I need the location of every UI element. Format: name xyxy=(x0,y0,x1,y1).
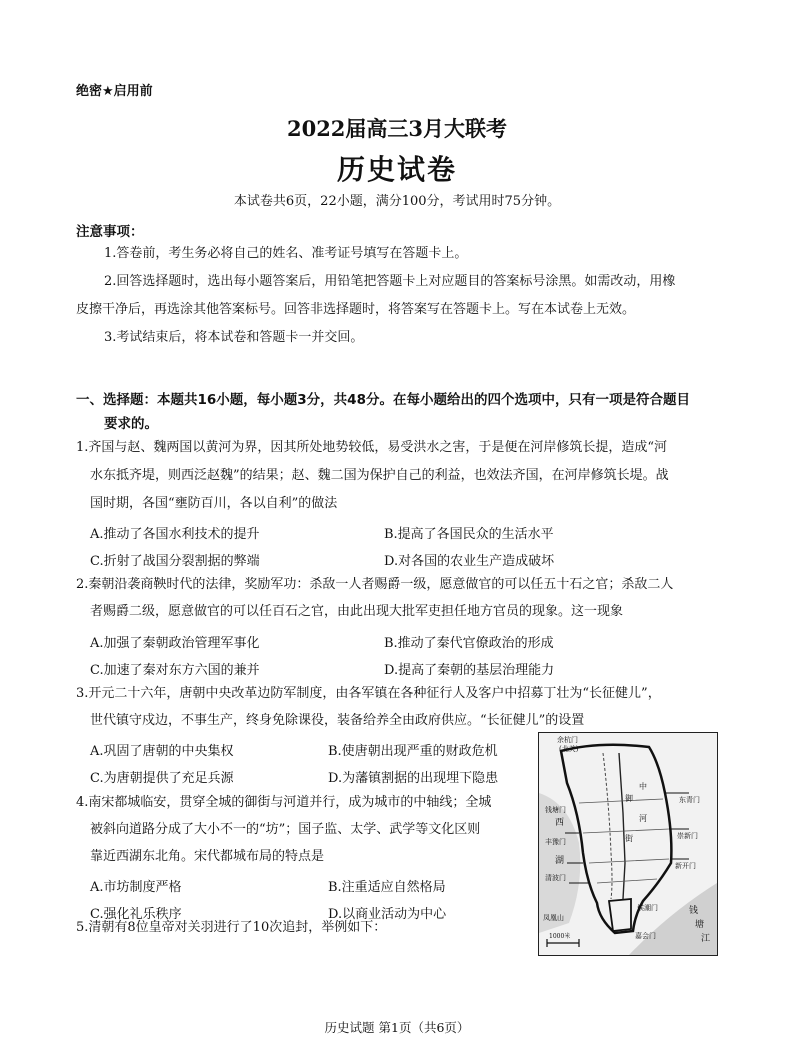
question-3-option-c[interactable]: C.为唐朝提供了充足兵源 xyxy=(90,771,234,786)
map-label: 丰豫门 xyxy=(545,838,566,846)
map-label: 新开门 xyxy=(675,862,696,870)
question-2-option-d[interactable]: D.提高了秦朝的基层治理能力 xyxy=(384,663,555,678)
map-label: 余杭门 xyxy=(557,736,578,744)
question-2-option-a[interactable]: A.加强了秦朝政治管理军事化 xyxy=(90,636,260,651)
map-label: 崇新门 xyxy=(677,832,698,840)
map-label: 钱塘门 xyxy=(545,806,566,814)
question-1-option-a[interactable]: A.推动了各国水利技术的提升 xyxy=(90,527,260,542)
question-2-option-c[interactable]: C.加速了秦对东方六国的兼并 xyxy=(90,663,260,678)
question-1-option-b[interactable]: B.提高了各国民众的生活水平 xyxy=(384,527,554,542)
map-label: 清波门 xyxy=(545,874,566,882)
notice-heading: 注意事项： xyxy=(76,224,144,240)
map-label: 西 xyxy=(555,818,565,828)
map-label: 御 xyxy=(625,794,633,803)
notice-item: 皮擦干净后，再选涂其他答案标号。回答非选择题时，将答案写在答题卡上。写在本试卷上无效。 xyxy=(76,302,636,317)
question-4-stem: 4.南宋都城临安，贯穿全城的御街与河道并行，成为城市的中轴线；全城 xyxy=(76,795,492,810)
question-1-option-c[interactable]: C.折射了战国分裂割据的弊端 xyxy=(90,554,260,569)
question-4-option-a[interactable]: A.市坊制度严格 xyxy=(90,880,182,895)
notice-item: 2.回答选择题时，选出每小题答案后，用铅笔把答题卡上对应题目的答案标号涂黑。如需改动，用橡 xyxy=(104,274,676,289)
exam-title: 2022届高三3月大联考 xyxy=(286,116,508,141)
question-1-option-d[interactable]: D.对各国的农业生产造成破坏 xyxy=(384,554,555,569)
map-label: 钱 xyxy=(689,906,699,916)
question-3-option-d[interactable]: D.为藩镇割据的出现埋下隐患 xyxy=(328,771,499,786)
map-label: 湖 xyxy=(555,856,565,866)
map-label: 东青门 xyxy=(679,796,700,804)
question-1-stem: 水东抵齐堤，则西泛赵魏”的结果；赵、魏二国为保护自己的利益，也效法齐国，在河岸修筑长堤。战 xyxy=(90,468,669,483)
map-label: 街 xyxy=(625,834,633,843)
notice-item: 3.考试结束后，将本试卷和答题卡一并交回。 xyxy=(104,330,364,345)
subject-title: 历史试卷 xyxy=(336,153,457,186)
section-heading-cont: 要求的。 xyxy=(104,416,158,432)
page-footer: 历史试题 第1页（共6页） xyxy=(324,1020,470,1035)
question-3-option-b[interactable]: B.使唐朝出现严重的财政危机 xyxy=(328,744,498,759)
map-label: 嘉会门 xyxy=(635,932,656,940)
map-label: 江 xyxy=(701,934,711,944)
question-3-stem: 世代镇守戍边，不事生产，终身免除课役，装备给养全由政府供应。“长征健儿”的设置 xyxy=(90,713,585,728)
map-label: 中 xyxy=(639,782,647,791)
map-label: 候潮门 xyxy=(637,904,658,912)
map-label: 塘 xyxy=(695,920,705,930)
question-4-option-b[interactable]: B.注重适应自然格局 xyxy=(328,880,446,895)
question-2-stem: 2.秦朝沿袭商鞅时代的法律，奖励军功：杀敌一人者赐爵一级，愿意做官的可以任五十石之官；杀敌二人 xyxy=(76,577,674,592)
map-label: 河 xyxy=(639,814,647,823)
question-5-stem: 5.清朝有8位皇帝对关羽进行了10次追封，举例如下： xyxy=(76,920,387,935)
question-1-stem: 国时期，各国“壅防百川，各以自利”的做法 xyxy=(90,496,338,511)
lin-an-city-map xyxy=(538,732,718,956)
section-heading: 一、选择题：本题共16小题，每小题3分，共48分。在每小题给出的四个选项中，只有一项是符合题目 xyxy=(76,392,690,408)
map-label: (北关) xyxy=(559,745,579,753)
question-2-option-b[interactable]: B.推动了秦代官僚政治的形成 xyxy=(384,636,554,651)
confidential-mark: 绝密★启用前 xyxy=(76,84,153,99)
notice-item: 1.答卷前，考生务必将自己的姓名、准考证号填写在答题卡上。 xyxy=(104,246,468,261)
question-3-stem: 3.开元二十六年，唐朝中央改革边防军制度，由各军镇在各种征行人及客户中招募丁壮为“长征健儿”， xyxy=(76,686,661,701)
map-label: 凤凰山 xyxy=(543,914,564,922)
map-scale-label: 1000米 xyxy=(549,933,571,940)
question-4-stem: 被斜向道路分成了大小不一的“坊”；国子监、太学、武学等文化区则 xyxy=(90,822,481,837)
question-4-option-d[interactable]: D.以商业活动为中心 xyxy=(328,907,447,922)
question-4-option-c[interactable]: C.强化礼乐秩序 xyxy=(90,907,182,922)
question-4-stem: 靠近西湖东北角。宋代都城布局的特点是 xyxy=(90,849,325,864)
question-2-stem: 者赐爵二级，愿意做官的可以任百石之官，由此出现大批军吏担任地方官员的现象。这一现象 xyxy=(90,604,624,619)
question-1-stem: 1.齐国与赵、魏两国以黄河为界，因其所处地势较低，易受洪水之害，于是便在河岸修筑长提，造成“河 xyxy=(76,440,668,455)
exam-info: 本试卷共6页，22小题，满分100分，考试用时75分钟。 xyxy=(233,194,561,209)
question-3-option-a[interactable]: A.巩固了唐朝的中央集权 xyxy=(90,744,234,759)
